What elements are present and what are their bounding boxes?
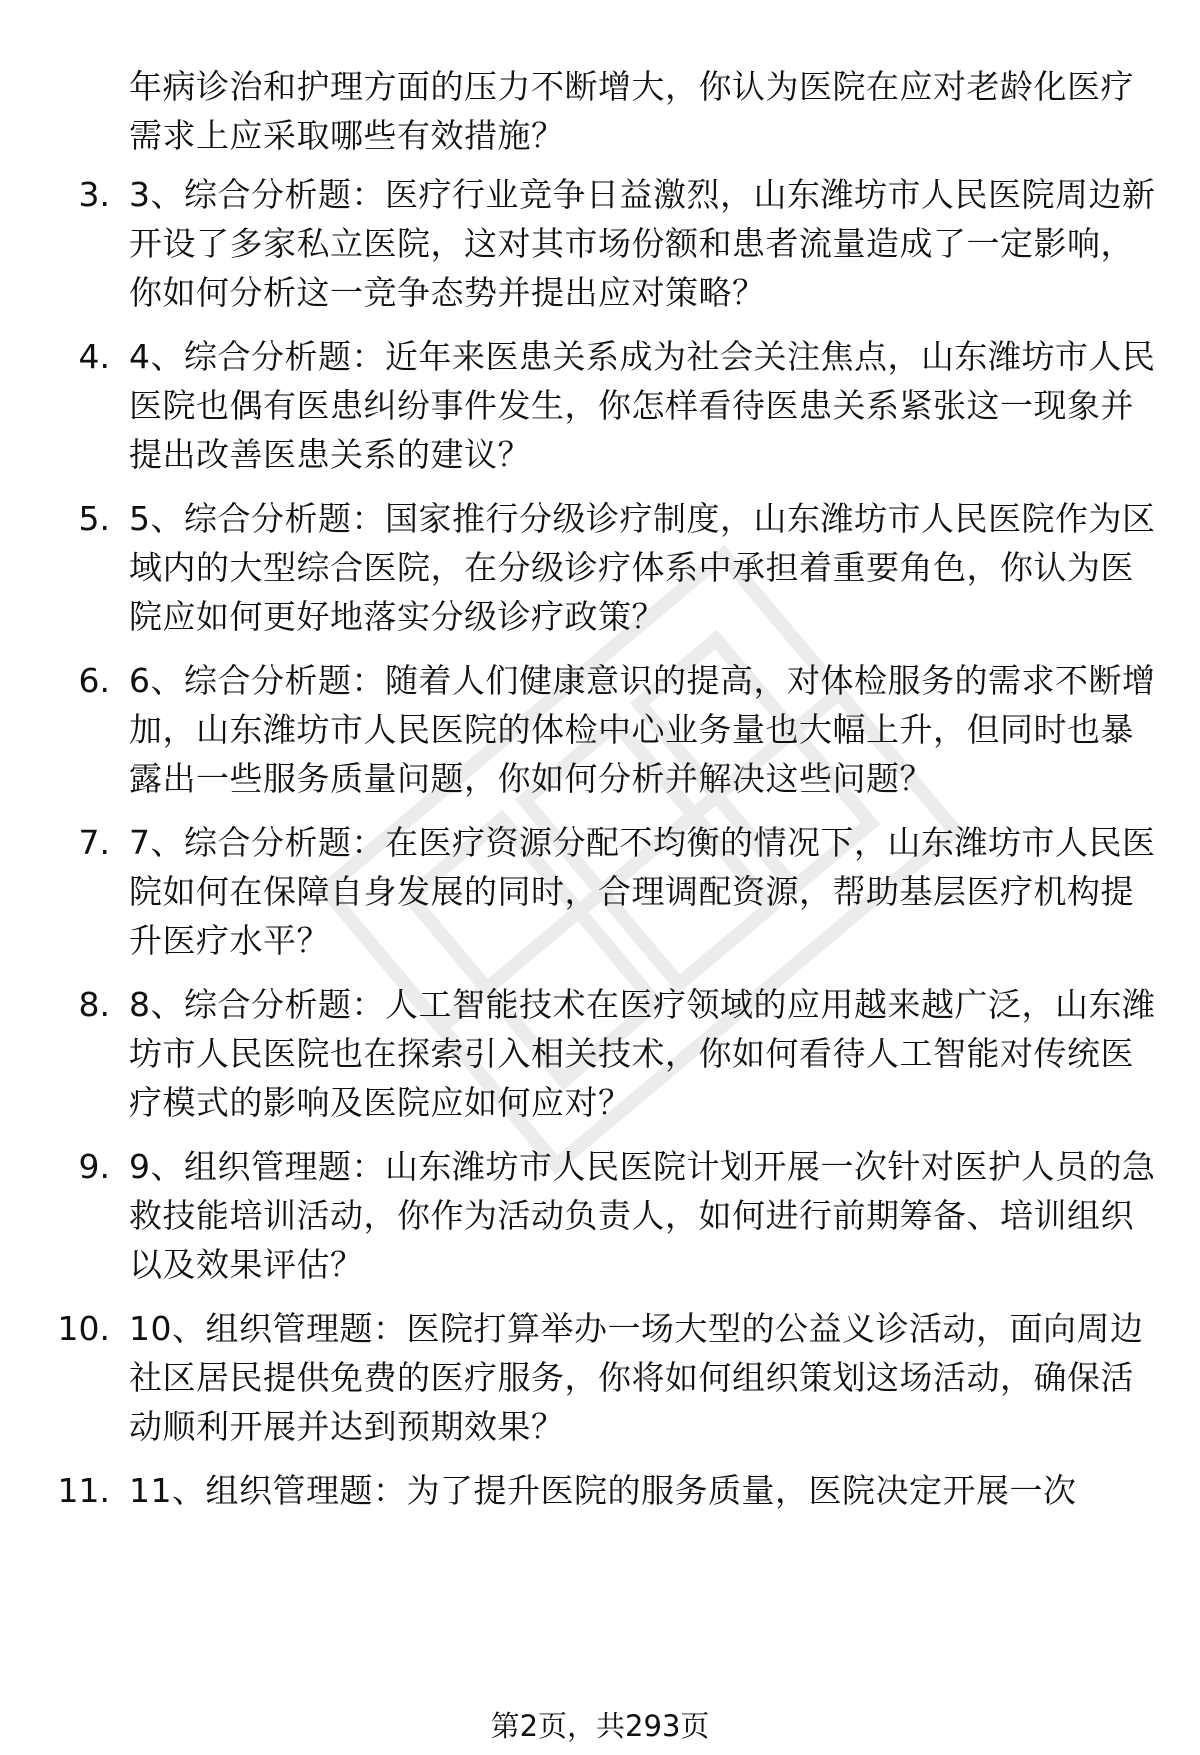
- page-footer: 第2页，共293页: [490, 1709, 710, 1743]
- question-number: 9.: [78, 1147, 110, 1186]
- question-text: 8、综合分析题：人工智能技术在医疗领域的应用越来越广泛，山东潍坊市人民医院也在探索引入相关技术，你如何看待人工智能对传统医疗模式的影响及医院应如何应对？: [129, 985, 1156, 1122]
- question-number: 11.: [57, 1471, 110, 1510]
- question-number: 10.: [57, 1309, 110, 1348]
- question-text: 5、综合分析题：国家推行分级诊疗制度，山东潍坊市人民医院作为区域内的大型综合医院，在分级诊疗体系中承担着重要角色，你认为医院应如何更好地落实分级诊疗政策？: [129, 499, 1156, 636]
- question-text: 10、组织管理题：医院打算举办一场大型的公益义诊活动，面向周边社区居民提供免费的医疗服务，你将如何组织策划这场活动，确保活动顺利开展并达到预期效果？: [129, 1309, 1144, 1446]
- question-text: 6、综合分析题：随着人们健康意识的提高，对体检服务的需求不断增加，山东潍坊市人民医院的体检中心业务量也大幅上升，但同时也暴露出一些服务质量问题，你如何分析并解决这些问题？: [129, 661, 1156, 798]
- question-number: 3.: [78, 175, 110, 214]
- question-text: 4、综合分析题：近年来医患关系成为社会关注焦点，山东潍坊市人民医院也偶有医患纠纷事件发生，你怎样看待医患关系紧张这一现象并提出改善医患关系的建议？: [129, 337, 1156, 474]
- question-number: 6.: [78, 661, 110, 700]
- continuation-text: 年病诊治和护理方面的压力不断增大，你认为医院在应对老龄化医疗需求上应采取哪些有效措施？: [129, 67, 1134, 155]
- question-text: 7、综合分析题：在医疗资源分配不均衡的情况下，山东潍坊市人民医院如何在保障自身发展的同时，合理调配资源，帮助基层医疗机构提升医疗水平？: [129, 823, 1156, 960]
- question-number: 5.: [78, 499, 110, 538]
- question-text: 3、综合分析题：医疗行业竞争日益激烈，山东潍坊市人民医院周边新开设了多家私立医院，这对其市场份额和患者流量造成了一定影响，你如何分析这一竞争态势并提出应对策略？: [129, 175, 1156, 312]
- question-text: 9、组织管理题：山东潍坊市人民医院计划开展一次针对医护人员的急救技能培训活动，你作为活动负责人，如何进行前期筹备、培训组织以及效果评估？: [129, 1147, 1156, 1284]
- question-text: 11、组织管理题：为了提升医院的服务质量，医院决定开展一次: [129, 1471, 1077, 1510]
- question-number: 8.: [78, 985, 110, 1024]
- question-number: 7.: [78, 823, 110, 862]
- question-number: 4.: [78, 337, 110, 376]
